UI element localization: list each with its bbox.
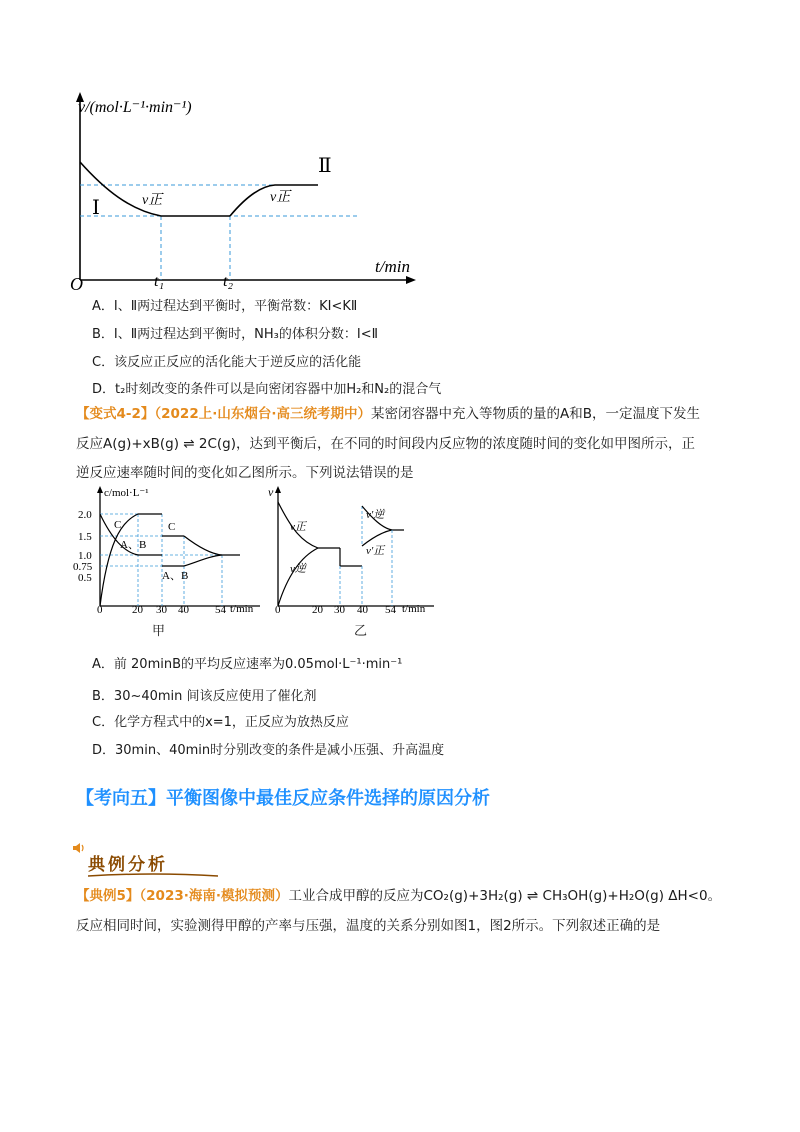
example-line-2: 反应相同时间，实验测得甲醇的产率与压强，温度的关系分别如图1，图2所示。下列叙述正确的是	[76, 918, 661, 934]
origin-label: O	[70, 274, 83, 290]
v-zheng-prime-label: v'正	[366, 545, 385, 557]
x-axis-label: t/min	[230, 603, 254, 614]
caption-yi: 乙	[354, 624, 368, 639]
example-tag: 【典例5】	[76, 888, 140, 904]
q1-option-b: B．Ⅰ、Ⅱ两过程达到平衡时，NH₃的体积分数：Ⅰ<Ⅱ	[92, 327, 378, 342]
curve-I-label: Ⅰ	[92, 197, 100, 219]
example-source: （2023·海南·模拟预测）	[139, 888, 289, 904]
v-ni-prime-label: v'逆	[366, 509, 385, 521]
x-tick: 20	[132, 604, 143, 614]
x-tick: 54	[385, 604, 396, 614]
q2-option-b: B．30~40min 间该反应使用了催化剂	[92, 689, 317, 704]
variant-line-2: 反应A(g)+xB(g) ⇌ 2C(g)，达到平衡后，在不同的时间段内反应物的浓度随时间的变化如甲图所示，正	[76, 436, 696, 452]
x-tick: 40	[357, 604, 368, 614]
rate-graph-1	[60, 90, 420, 290]
x-tick: 0	[275, 604, 281, 614]
variant-source: （2022上·山东烟台·高三统考期中）	[154, 406, 371, 422]
x-tick: 0	[97, 604, 103, 614]
y-tick: 0.75	[73, 561, 93, 573]
y-tick: 1.5	[78, 531, 92, 543]
y-tick: 2.0	[78, 509, 92, 521]
example-line-1: 【典例5】（2023·海南·模拟预测）工业合成甲醇的反应为CO₂(g)+3H₂(g) ⇌ CH₃OH(g)+H₂O(g) ΔH<0。	[76, 888, 722, 904]
x-tick: 54	[215, 604, 226, 614]
y-axis-label: v	[268, 485, 274, 499]
variant-line-3: 逆反应速率随时间的变化如乙图所示。下列说法错误的是	[76, 465, 414, 481]
x-tick: 40	[178, 604, 189, 614]
q1-option-d: D．t₂时刻改变的条件可以是向密闭容器中加H₂和N₂的混合气	[92, 382, 442, 397]
y-tick: 1.0	[78, 550, 92, 562]
v-zheng-label: v正	[290, 521, 306, 533]
t1-label: t₁	[154, 273, 165, 290]
v-ni-label: v逆	[290, 563, 306, 575]
v-zheng-label-1: v正	[142, 193, 163, 208]
label-ab: A、B	[120, 539, 147, 551]
q2-option-d: D．30min、40min时分别改变的条件是减小压强、升高温度	[92, 743, 445, 758]
concentration-graph-jia	[72, 484, 272, 614]
variant-line-1: 【变式4-2】（2022上·山东烟台·高三统考期中）某密闭容器中充入等物质的量的A和B，一定温度下发生	[76, 406, 700, 422]
q2-option-c: C．化学方程式中的x=1，正反应为放热反应	[92, 715, 349, 730]
y-tick: 0.5	[78, 572, 92, 584]
t2-label: t₂	[223, 273, 234, 290]
label-c-2: C	[168, 521, 176, 533]
x-tick: 20	[312, 604, 323, 614]
v-zheng-label-2: v正	[270, 190, 291, 205]
caption-jia: 甲	[152, 624, 166, 639]
badge-label: 典例分析	[88, 855, 168, 875]
y-axis-label: v/(mol·L⁻¹·min⁻¹)	[78, 99, 192, 116]
q1-option-c: C．该反应正反应的活化能大于逆反应的活化能	[92, 355, 362, 370]
typical-example-badge	[88, 850, 208, 876]
speaker-icon	[72, 840, 86, 854]
q1-option-a: A．Ⅰ、Ⅱ两过程达到平衡时，平衡常数：KⅠ<KⅡ	[92, 299, 358, 314]
label-ab-2: A、B	[162, 570, 189, 582]
x-tick: 30	[334, 604, 345, 614]
section-heading: 【考向五】平衡图像中最佳反应条件选择的原因分析	[76, 788, 490, 809]
y-axis-label: c/mol·L⁻¹	[104, 487, 149, 499]
rate-graph-yi	[262, 484, 442, 614]
x-tick: 30	[156, 604, 167, 614]
label-c: C	[114, 519, 122, 531]
curve-II-label: Ⅱ	[318, 155, 332, 177]
q2-option-a: A．前 20minB的平均反应速率为0.05mol·L⁻¹·min⁻¹	[92, 657, 403, 672]
x-axis-label: t/min	[402, 603, 426, 614]
x-axis-label: t/min	[375, 257, 410, 276]
variant-tag: 【变式4-2】	[76, 406, 155, 422]
